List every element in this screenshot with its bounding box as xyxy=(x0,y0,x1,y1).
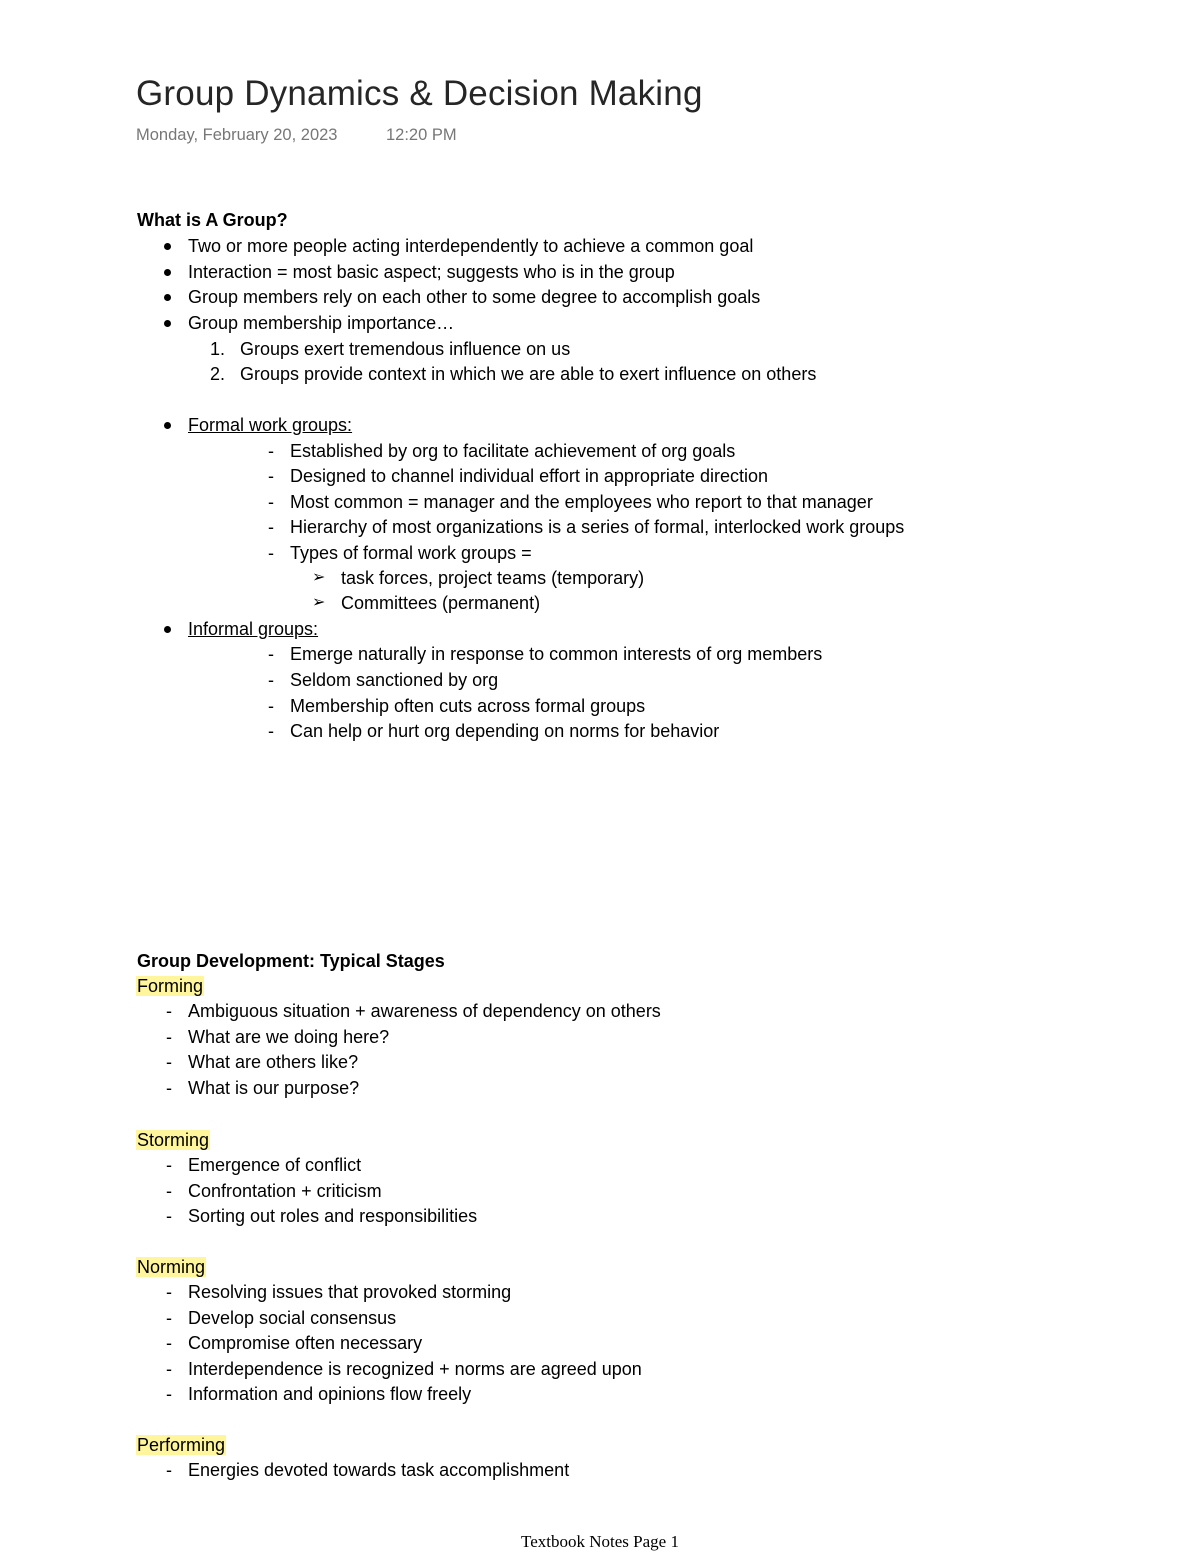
bullet-icon xyxy=(164,243,171,250)
dash-icon: - xyxy=(166,1308,172,1328)
arrow-bullet-icon: ➢ xyxy=(312,569,326,586)
list-item: Types of formal work groups = xyxy=(290,543,532,563)
list-item: Committees (permanent) xyxy=(341,593,541,613)
list-item: Resolving issues that provoked storming xyxy=(188,1282,512,1302)
list-item: Group members rely on each other to some degree to accomplish goals xyxy=(188,287,761,307)
list-item: Hierarchy of most organizations is a series of formal, interlocked work groups xyxy=(290,517,905,537)
dash-icon: - xyxy=(166,1001,172,1021)
bullet-icon xyxy=(164,626,171,633)
section-heading-group-development: Group Development: Typical Stages xyxy=(137,951,445,971)
stage-storming xyxy=(136,1129,210,1151)
dash-icon: - xyxy=(166,1078,172,1098)
bullet-icon xyxy=(164,320,171,327)
list-item: Compromise often necessary xyxy=(188,1333,423,1353)
stage-label: Performing xyxy=(137,1435,226,1455)
list-item: Most common = manager and the employees who report to that manager xyxy=(290,492,873,512)
list-item: What is our purpose? xyxy=(188,1078,360,1098)
list-item: Sorting out roles and responsibilities xyxy=(188,1206,478,1226)
stage-forming xyxy=(136,975,204,997)
dash-icon: - xyxy=(166,1333,172,1353)
page-date: Monday, February 20, 2023 xyxy=(136,126,338,144)
list-item: Information and opinions flow freely xyxy=(188,1384,472,1404)
list-item: Groups exert tremendous influence on us xyxy=(240,339,571,359)
stage-label: Norming xyxy=(137,1257,206,1277)
page-footer: Textbook Notes Page 1 xyxy=(521,1532,679,1551)
list-number: 2. xyxy=(210,364,226,384)
list-item: Group membership importance… xyxy=(188,313,455,333)
list-number: 1. xyxy=(210,339,226,359)
list-item: Seldom sanctioned by org xyxy=(290,670,499,690)
dash-icon: - xyxy=(268,441,274,461)
list-item: Confrontation + criticism xyxy=(188,1181,382,1201)
bullet-icon xyxy=(164,294,171,301)
dash-icon: - xyxy=(268,492,274,512)
list-item: Established by org to facilitate achievement of org goals xyxy=(290,441,736,461)
list-item: Membership often cuts across formal groups xyxy=(290,696,646,716)
list-item: Groups provide context in which we are able to exert influence on others xyxy=(240,364,817,384)
dash-icon: - xyxy=(268,543,274,563)
dash-icon: - xyxy=(268,670,274,690)
list-item: Ambiguous situation + awareness of dependency on others xyxy=(188,1001,661,1021)
dash-icon: - xyxy=(268,721,274,741)
dash-icon: - xyxy=(268,517,274,537)
arrow-bullet-icon: ➢ xyxy=(312,594,326,611)
dash-icon: - xyxy=(166,1027,172,1047)
dash-icon: - xyxy=(166,1460,172,1480)
stage-performing xyxy=(136,1434,226,1456)
page-time: 12:20 PM xyxy=(386,126,457,144)
section-heading-what-is-a-group: What is A Group? xyxy=(137,210,288,230)
bullet-icon xyxy=(164,422,171,429)
page-title: Group Dynamics & Decision Making xyxy=(136,74,703,113)
dash-icon: - xyxy=(268,466,274,486)
list-item: What are we doing here? xyxy=(188,1027,390,1047)
dash-icon: - xyxy=(166,1181,172,1201)
list-item: Emerge naturally in response to common interests of org members xyxy=(290,644,823,664)
stage-norming xyxy=(136,1256,206,1278)
formal-groups-label: Formal work groups: xyxy=(188,415,353,435)
list-item: Can help or hurt org depending on norms for behavior xyxy=(290,721,720,741)
dash-icon: - xyxy=(268,696,274,716)
list-item: Energies devoted towards task accomplishment xyxy=(188,1460,570,1480)
dash-icon: - xyxy=(166,1282,172,1302)
dash-icon: - xyxy=(166,1206,172,1226)
dash-icon: - xyxy=(166,1384,172,1404)
list-item: Two or more people acting interdependently to achieve a common goal xyxy=(188,236,754,256)
stage-label: Forming xyxy=(137,976,204,996)
list-item: Designed to channel individual effort in appropriate direction xyxy=(290,466,768,486)
list-item: task forces, project teams (temporary) xyxy=(341,568,645,588)
list-item: Develop social consensus xyxy=(188,1308,397,1328)
bullet-icon xyxy=(164,269,171,276)
stage-label: Storming xyxy=(137,1130,210,1150)
dash-icon: - xyxy=(166,1155,172,1175)
list-item: Interdependence is recognized + norms are agreed upon xyxy=(188,1359,642,1379)
dash-icon: - xyxy=(166,1359,172,1379)
dash-icon: - xyxy=(268,644,274,664)
dash-icon: - xyxy=(166,1052,172,1072)
list-item: Emergence of conflict xyxy=(188,1155,362,1175)
list-item: What are others like? xyxy=(188,1052,359,1072)
informal-groups-label: Informal groups: xyxy=(188,619,319,639)
list-item: Interaction = most basic aspect; suggests who is in the group xyxy=(188,262,675,282)
